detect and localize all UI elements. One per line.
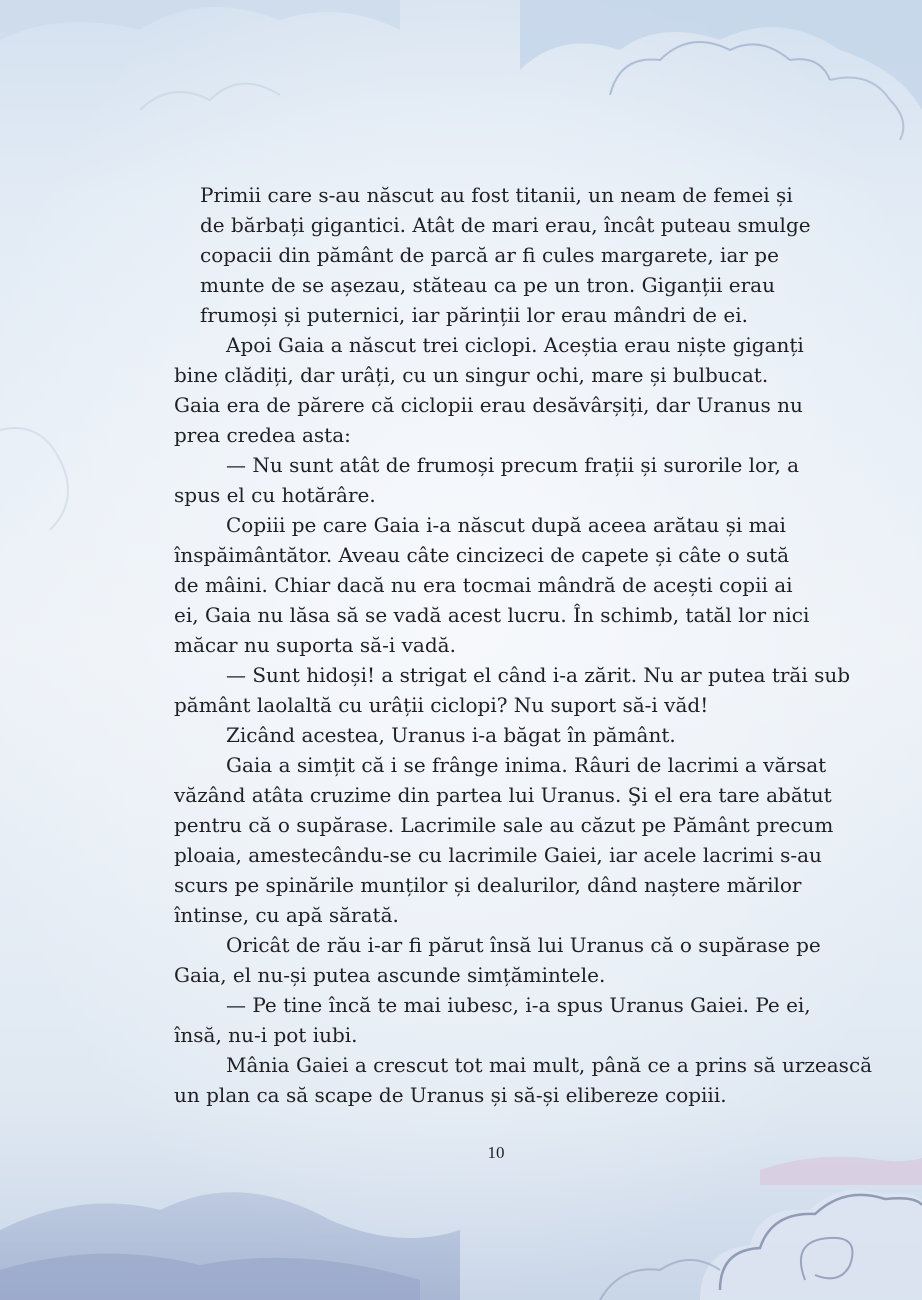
text-line: — Nu sunt atât de frumoși precum frații și surorile lor, a — [226, 453, 800, 477]
paragraph — [174, 750, 834, 930]
paragraph — [200, 180, 811, 330]
text-line: scurs pe spinările munților și dealurilor, dând naștere mărilor — [174, 873, 802, 897]
paragraph — [174, 330, 804, 450]
paragraph — [174, 930, 821, 990]
text-line: Gaia era de părere că ciclopii erau desăvârșiți, dar Uranus nu — [174, 393, 803, 417]
text-line: munte de se așezau, stăteau ca pe un tron. Giganții erau — [200, 273, 775, 297]
text-line: de bărbați gigantici. Atât de mari erau, încât puteau smulge — [200, 213, 811, 237]
text-line: măcar nu suporta să-i vadă. — [174, 633, 456, 657]
text-line: Zicând acestea, Uranus i-a băgat în pământ. — [226, 723, 676, 747]
paragraph — [200, 720, 800, 750]
text-line: Gaia a simțit că i se frânge inima. Râuri de lacrimi a vărsat — [226, 753, 827, 777]
text-line: Oricât de rău i-ar fi părut însă lui Uranus că o supărase pe — [226, 933, 821, 957]
text-line: — Pe tine încă te mai iubesc, i-a spus Uranus Gaiei. Pe ei, — [226, 993, 811, 1017]
text-line: însă, nu-i pot iubi. — [174, 1023, 358, 1047]
text-line: bine clădiți, dar urâți, cu un singur ochi, mare și bulbucat. — [174, 363, 769, 387]
text-line: ei, Gaia nu lăsa să se vadă acest lucru. În schimb, tatăl lor nici — [174, 603, 810, 627]
text-line: un plan ca să scape de Uranus și să-și elibereze copiii. — [174, 1083, 727, 1107]
text-line: Apoi Gaia a născut trei ciclopi. Aceștia erau niște giganți — [226, 333, 804, 357]
text-line: văzând atâta cruzime din partea lui Uranus. Şi el era tare abătut — [174, 783, 832, 807]
text-line: Primii care s-au născut au fost titanii, un neam de femei și — [200, 183, 793, 207]
paragraph — [174, 990, 811, 1050]
paragraph — [174, 450, 800, 510]
page-number: 10 — [487, 1143, 505, 1162]
text-line: Copiii pe care Gaia i-a născut după aceea arătau și mai — [226, 513, 786, 537]
paragraph — [174, 510, 810, 660]
paragraph — [174, 1050, 873, 1110]
text-line: de mâini. Chiar dacă nu era tocmai mândră de acești copii ai — [174, 573, 793, 597]
story-text — [174, 180, 873, 1110]
text-line: înspăimântător. Aveau câte cincizeci de capete și câte o sută — [174, 543, 790, 567]
text-line: spus el cu hotărâre. — [174, 483, 376, 507]
text-line: frumoși și puternici, iar părinții lor erau mândri de ei. — [200, 303, 748, 327]
text-line: Gaia, el nu-și putea ascunde simțămintele. — [174, 963, 606, 987]
text-line: — Sunt hidoși! a strigat el când i-a zărit. Nu ar putea trăi sub — [226, 663, 851, 687]
paragraph — [174, 660, 851, 720]
text-line: pentru că o supărase. Lacrimile sale au căzut pe Pământ precum — [174, 813, 834, 837]
text-line: ploaia, amestecându-se cu lacrimile Gaiei, iar acele lacrimi s-au — [174, 843, 822, 867]
text-line: Mânia Gaiei a crescut tot mai mult, până ce a prins să urzească — [226, 1053, 873, 1077]
text-line: întinse, cu apă sărată. — [174, 903, 399, 927]
text-line: prea credea asta: — [174, 423, 351, 447]
text-line: copacii din pământ de parcă ar fi cules margarete, iar pe — [200, 243, 779, 267]
text-line: pământ laolaltă cu urâții ciclopi? Nu suport să-i văd! — [174, 693, 709, 717]
